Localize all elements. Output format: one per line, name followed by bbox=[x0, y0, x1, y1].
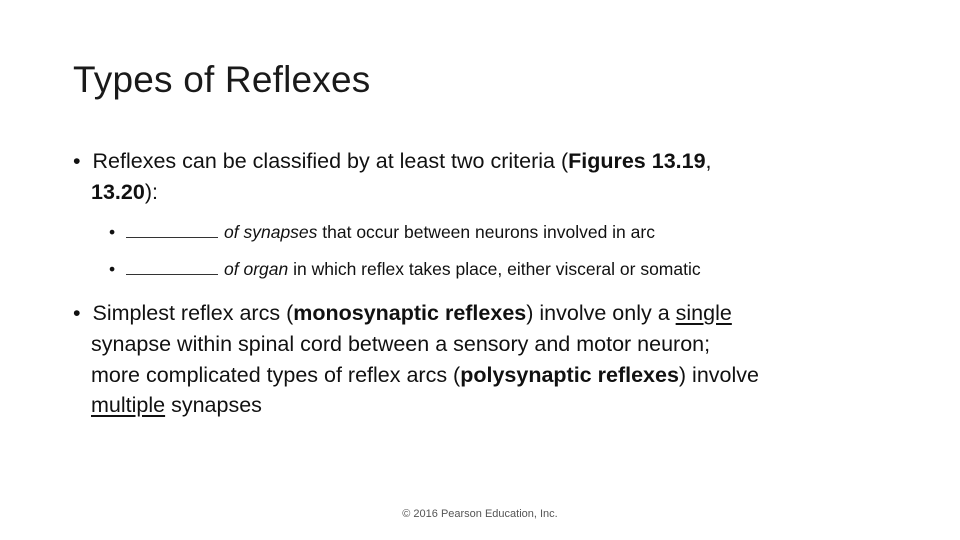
sub-bullet-text: in which reflex takes place, either visceral or somatic bbox=[288, 259, 701, 279]
bullet-text: synapses bbox=[165, 393, 262, 417]
term-monosynaptic: monosynaptic reflexes bbox=[293, 301, 527, 325]
bullet-text: Simplest reflex arcs ( bbox=[92, 301, 294, 325]
bullet-glyph: • bbox=[109, 222, 116, 242]
bullet-text: more complicated types of reflex arcs ( bbox=[91, 363, 461, 387]
fill-in-blank bbox=[126, 260, 218, 275]
slide-title: Types of Reflexes bbox=[73, 59, 371, 100]
bullet-text: ) involve bbox=[678, 363, 759, 387]
bullet-glyph: • bbox=[73, 149, 81, 173]
bullet-classification-line-2 bbox=[91, 177, 158, 207]
bullet-text: ): bbox=[144, 180, 158, 204]
bullet-text: ) involve only a bbox=[526, 301, 676, 325]
bullet-text: synapse within spinal cord between a sensory and motor neuron; bbox=[91, 332, 711, 356]
bullet-reflex-arcs-line-2 bbox=[91, 329, 710, 359]
figure-reference: 13.20 bbox=[91, 180, 145, 204]
bullet-reflex-arcs-line-3 bbox=[91, 360, 759, 390]
term-multiple: multiple bbox=[91, 393, 166, 417]
fill-in-blank bbox=[126, 223, 218, 238]
bullet-classification-line-1 bbox=[73, 146, 712, 176]
bullet-text: , bbox=[705, 149, 712, 173]
bullet-reflex-arcs-line-4 bbox=[91, 390, 262, 420]
figure-reference: Figures 13.19 bbox=[568, 149, 706, 173]
sub-bullet-organ bbox=[109, 257, 701, 281]
sub-bullet-italic: of organ bbox=[224, 259, 289, 279]
bullet-glyph: • bbox=[109, 259, 116, 279]
bullet-glyph: • bbox=[73, 301, 81, 325]
sub-bullet-italic: of synapses bbox=[224, 222, 318, 242]
sub-bullet-text: that occur between neurons involved in arc bbox=[317, 222, 655, 242]
term-polysynaptic: polysynaptic reflexes bbox=[460, 363, 679, 387]
sub-bullet-synapses bbox=[109, 220, 655, 244]
bullet-reflex-arcs-line-1 bbox=[73, 298, 732, 328]
copyright-footer: © 2016 Pearson Education, Inc. bbox=[402, 508, 558, 520]
bullet-text: Reflexes can be classified by at least two criteria ( bbox=[92, 149, 569, 173]
term-single: single bbox=[675, 301, 732, 325]
